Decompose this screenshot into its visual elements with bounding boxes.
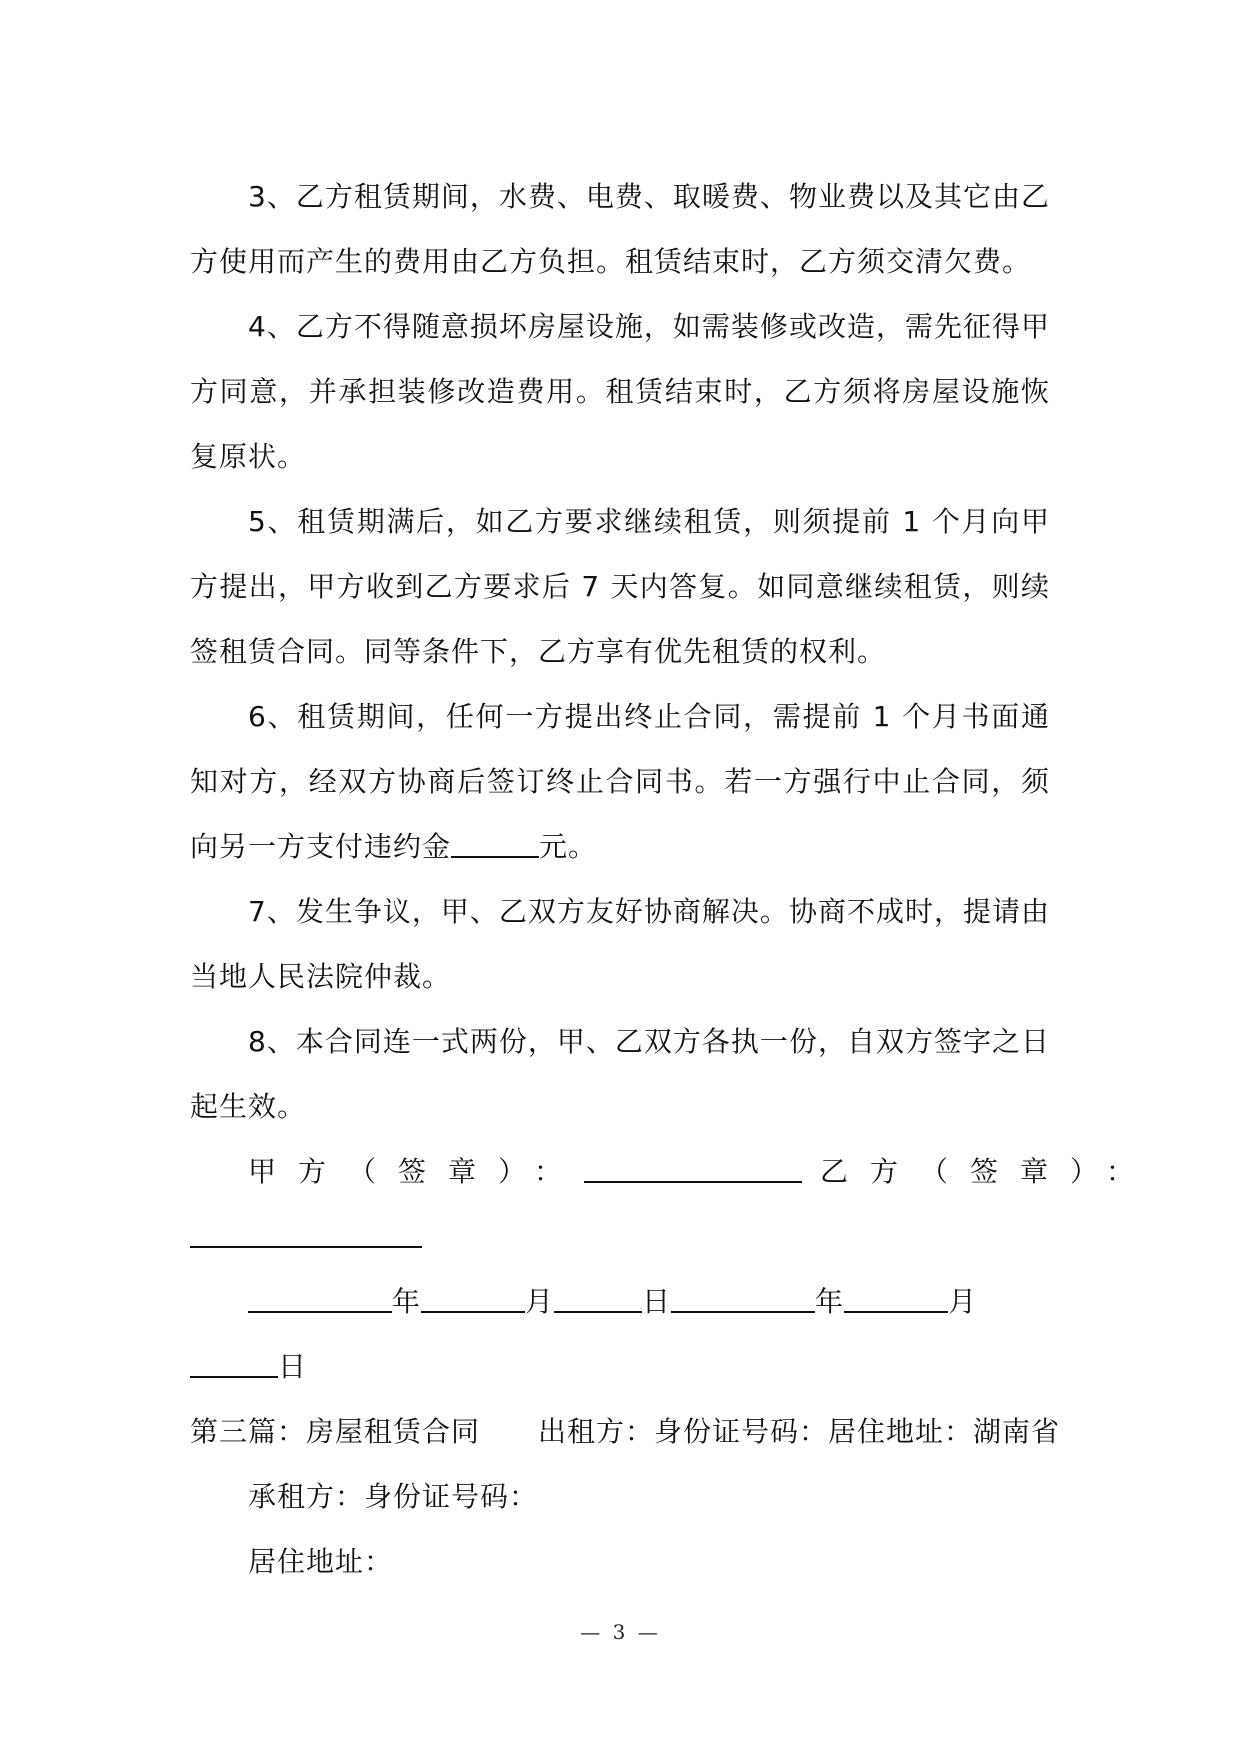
party-b-year-unit: 年	[815, 1285, 845, 1318]
clause-6-text: 6、租赁期间，任何一方提出终止合同，需提前 1 个月书面通知对方，经双方协商后签订终止合同书。若一方强行中止合同，须向另一方支付违约金	[190, 700, 1050, 863]
clause-6-unit: 元。	[539, 830, 598, 863]
party-a-year-blank	[248, 1281, 392, 1313]
party-a-month-blank	[421, 1281, 525, 1313]
party-b-month-unit: 月	[948, 1285, 978, 1318]
party-b-signature-row	[190, 1204, 1050, 1269]
party-a-year-unit: 年	[392, 1285, 422, 1318]
clause-7: 7、发生争议，甲、乙双方友好协商解决。协商不成时，提请由当地人民法院仲裁。	[190, 895, 1050, 993]
page-number: — 3 —	[580, 1620, 661, 1644]
party-b-year-blank	[671, 1281, 815, 1313]
party-b-day-row	[190, 1334, 1050, 1399]
lessee-info: 承租方：身份证号码：	[248, 1480, 539, 1513]
lessor-info: 出租方：身份证号码：居住地址：湖南省	[538, 1415, 1061, 1448]
document-body	[190, 164, 1157, 1594]
party-b-day-unit: 日	[278, 1350, 308, 1383]
party-a-signature-label: 甲方（签章）：	[248, 1155, 585, 1188]
clause-6	[190, 684, 1050, 879]
clause-3: 3、乙方租赁期间，水费、电费、取暖费、物业费以及其它由乙方使用而产生的费用由乙方负担。租赁结束时，乙方须交清欠费。	[190, 180, 1050, 278]
party-a-signature-blank	[584, 1151, 802, 1183]
party-b-day-blank	[190, 1346, 278, 1378]
signature-row	[190, 1139, 1157, 1204]
party-a-day-blank	[554, 1281, 642, 1313]
penalty-amount-blank	[451, 826, 539, 858]
section-3-title: 第三篇：房屋租赁合同	[190, 1415, 481, 1448]
lessee-address: 居住地址：	[248, 1545, 394, 1578]
party-b-month-blank	[844, 1281, 948, 1313]
clause-8: 8、本合同连一式两份，甲、乙双方各执一份，自双方签字之日起生效。	[190, 1025, 1050, 1123]
party-b-signature-blank	[190, 1216, 422, 1248]
section-3-header	[190, 1399, 1061, 1464]
party-b-signature-label: 乙方（签章）：	[820, 1155, 1157, 1188]
clause-4: 4、乙方不得随意损坏房屋设施，如需装修或改造，需先征得甲方同意，并承担装修改造费用。租赁结束时，乙方须将房屋设施恢复原状。	[190, 310, 1050, 473]
party-a-day-unit: 日	[642, 1285, 672, 1318]
clause-5: 5、租赁期满后，如乙方要求继续租赁，则须提前 1 个月向甲方提出，甲方收到乙方要求后 7 天内答复。如同意继续租赁，则续签租赁合同。同等条件下，乙方享有优先租赁的权利。	[190, 505, 1050, 668]
date-row	[190, 1269, 1050, 1334]
party-a-month-unit: 月	[525, 1285, 555, 1318]
